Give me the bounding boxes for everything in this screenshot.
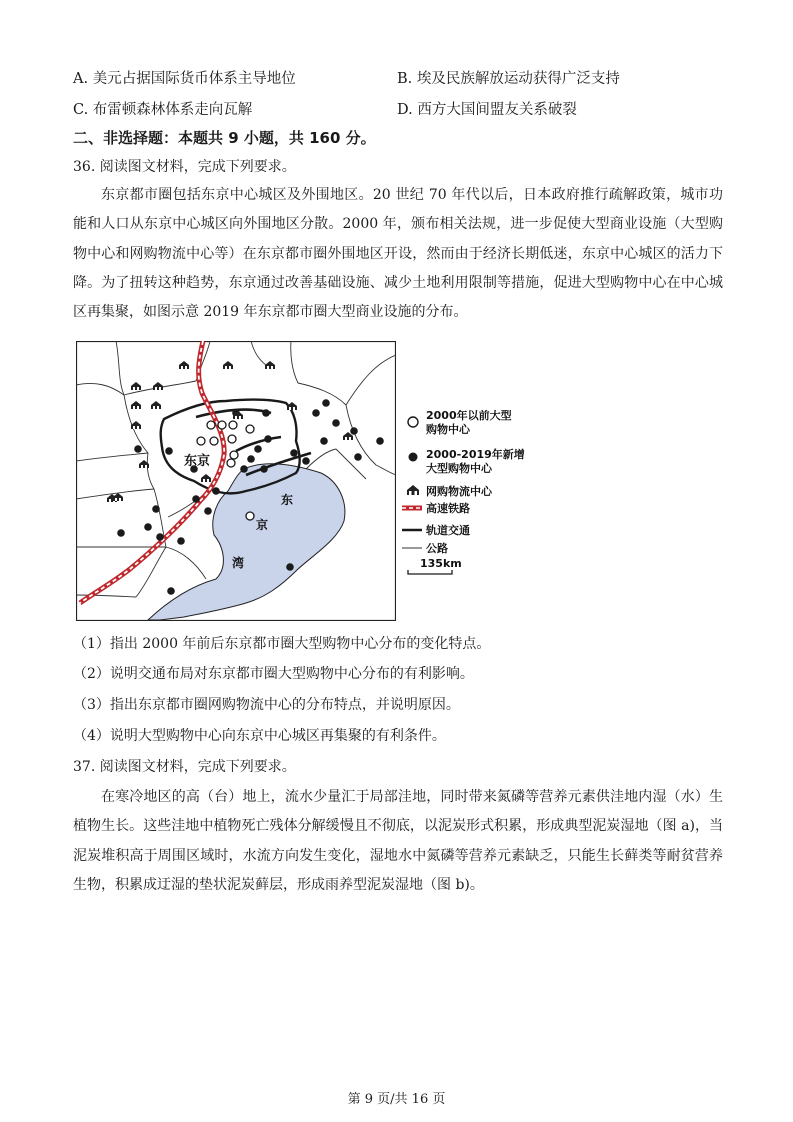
legend-open-circle-icon — [408, 417, 418, 427]
map-label-bay-1: 东 — [281, 493, 294, 507]
mall-2000-2019 — [144, 523, 152, 531]
mall-2000-2019 — [165, 447, 173, 455]
legend-logistics: 网购物流中心 — [426, 485, 492, 498]
q36-sub-2: （2）说明交通布局对东京都市圈大型购物中心分布的有利影响。 — [73, 666, 474, 682]
mall-2000-2019 — [212, 487, 220, 495]
legend-hsr: 高速铁路 — [426, 502, 470, 515]
option-c: C. 布雷顿森林体系走向瓦解 — [73, 102, 253, 118]
mall-pre2000 — [197, 437, 205, 445]
page-footer: 第 9 页/共 16 页 — [347, 1092, 446, 1107]
legend-new-l2: 大型购物中心 — [426, 462, 492, 475]
tokyo-commercial-map — [76, 341, 396, 621]
mall-2000-2019 — [177, 537, 185, 545]
mall-2000-2019 — [204, 507, 212, 515]
mall-2000-2019 — [376, 437, 384, 445]
mall-2000-2019 — [320, 437, 328, 445]
mall-2000-2019 — [156, 533, 164, 541]
mall-pre2000 — [229, 421, 237, 429]
mall-2000-2019 — [260, 465, 268, 473]
mall-2000-2019 — [302, 457, 310, 465]
mall-2000-2019 — [354, 453, 362, 461]
map-label-bay-2: 京 — [256, 518, 269, 532]
q36-sub-1: （1）指出 2000 年前后东京都市圈大型购物中心分布的变化特点。 — [73, 636, 491, 652]
q36-material-text: 东京都市圈包括东京中心城区及外围地区。20 世纪 70 年代以后，日本政府推行疏解政策，城市功能和人口从东京中心城区向外围地区分散。2000 年，颁布相关法规，进一步促使大型商业设施（大型购物中心和网购物流中心等）在东京都市圈外围地区开设，然而由于经济长期低迷，东京中心城区的活力下降。为了扭转这种趋势，东京通过改善基础设施、减少土地利用限制等措施，促进大型购物中心在中心城区再集聚，如图示意 2019 年东京都市圈大型商业设施的分布。 — [73, 187, 723, 321]
mall-2000-2019 — [192, 495, 200, 503]
option-a: A. 美元占据国际货币体系主导地位 — [73, 71, 296, 87]
mall-2000-2019 — [286, 563, 294, 571]
mall-pre2000 — [210, 437, 218, 445]
legend-filled-circle-icon — [409, 453, 418, 462]
q36-sub-3: （3）指出东京都市圈网购物流中心的分布特点，并说明原因。 — [73, 697, 460, 713]
map-label-tokyo: 东京 — [184, 454, 211, 469]
option-d: D. 西方大国间盟友关系破裂 — [397, 102, 577, 118]
mall-2000-2019 — [350, 427, 358, 435]
legend-scale-bar — [408, 570, 452, 574]
map-label-bay-3: 湾 — [232, 556, 245, 570]
mall-2000-2019 — [167, 587, 175, 595]
legend-warehouse-icon — [407, 485, 419, 495]
mall-2000-2019 — [134, 445, 142, 453]
mall-2000-2019 — [290, 449, 298, 457]
q36-sub-4: （4）说明大型购物中心向东京中心城区再集聚的有利条件。 — [73, 728, 446, 744]
mall-pre2000 — [246, 512, 254, 520]
mall-pre2000 — [230, 451, 238, 459]
mall-2000-2019 — [262, 409, 270, 417]
mall-2000-2019 — [117, 529, 125, 537]
mall-pre2000 — [227, 459, 235, 467]
mall-2000-2019 — [332, 419, 340, 427]
mall-2000-2019 — [254, 445, 262, 453]
legend-before2000-l2: 购物中心 — [426, 423, 470, 436]
legend-road: 公路 — [426, 542, 448, 555]
legend-before2000-l1: 2000年以前大型 — [426, 410, 512, 422]
legend-new-l1: 2000-2019年新增 — [426, 448, 525, 461]
mall-2000-2019 — [247, 455, 255, 463]
legend-scale: 135km — [420, 557, 462, 570]
q37-material-text: 在寒冷地区的高（台）地上，流水少量汇于局部洼地，同时带来氮磷等营养元素供洼地内湿（水）生植物生长。这些洼地中植物死亡残体分解缓慢且不彻底，以泥炭形式积累，形成典型泥炭湿地（图 a)，当泥炭堆积高于周围区域时，水流方向发生变化，湿地水中氮磷等营养元素缺乏，只能生长藓类等耐贫营养生物，积累成迂湿的垫状泥炭藓层，形成雨养型泥炭湿地（图 b)。 — [73, 789, 723, 893]
mall-2000-2019 — [152, 505, 160, 513]
mall-2000-2019 — [322, 399, 330, 407]
q36-stem: 36. 阅读图文材料，完成下列要求。 — [73, 159, 296, 175]
option-b: B. 埃及民族解放运动获得广泛支持 — [397, 71, 620, 87]
mall-2000-2019 — [264, 435, 272, 443]
section-heading: 二、非选择题：本题共 9 小题，共 160 分。 — [73, 129, 376, 147]
q37-material — [73, 783, 723, 900]
mall-pre2000 — [228, 435, 236, 443]
map-legend — [402, 410, 532, 580]
mall-pre2000 — [218, 421, 226, 429]
mall-2000-2019 — [240, 465, 248, 473]
mall-2000-2019 — [312, 409, 320, 417]
q37-stem: 37. 阅读图文材料，完成下列要求。 — [73, 759, 296, 775]
mall-pre2000 — [207, 421, 215, 429]
legend-rail: 轨道交通 — [426, 524, 470, 537]
q36-material — [73, 181, 723, 327]
mall-pre2000 — [246, 425, 254, 433]
